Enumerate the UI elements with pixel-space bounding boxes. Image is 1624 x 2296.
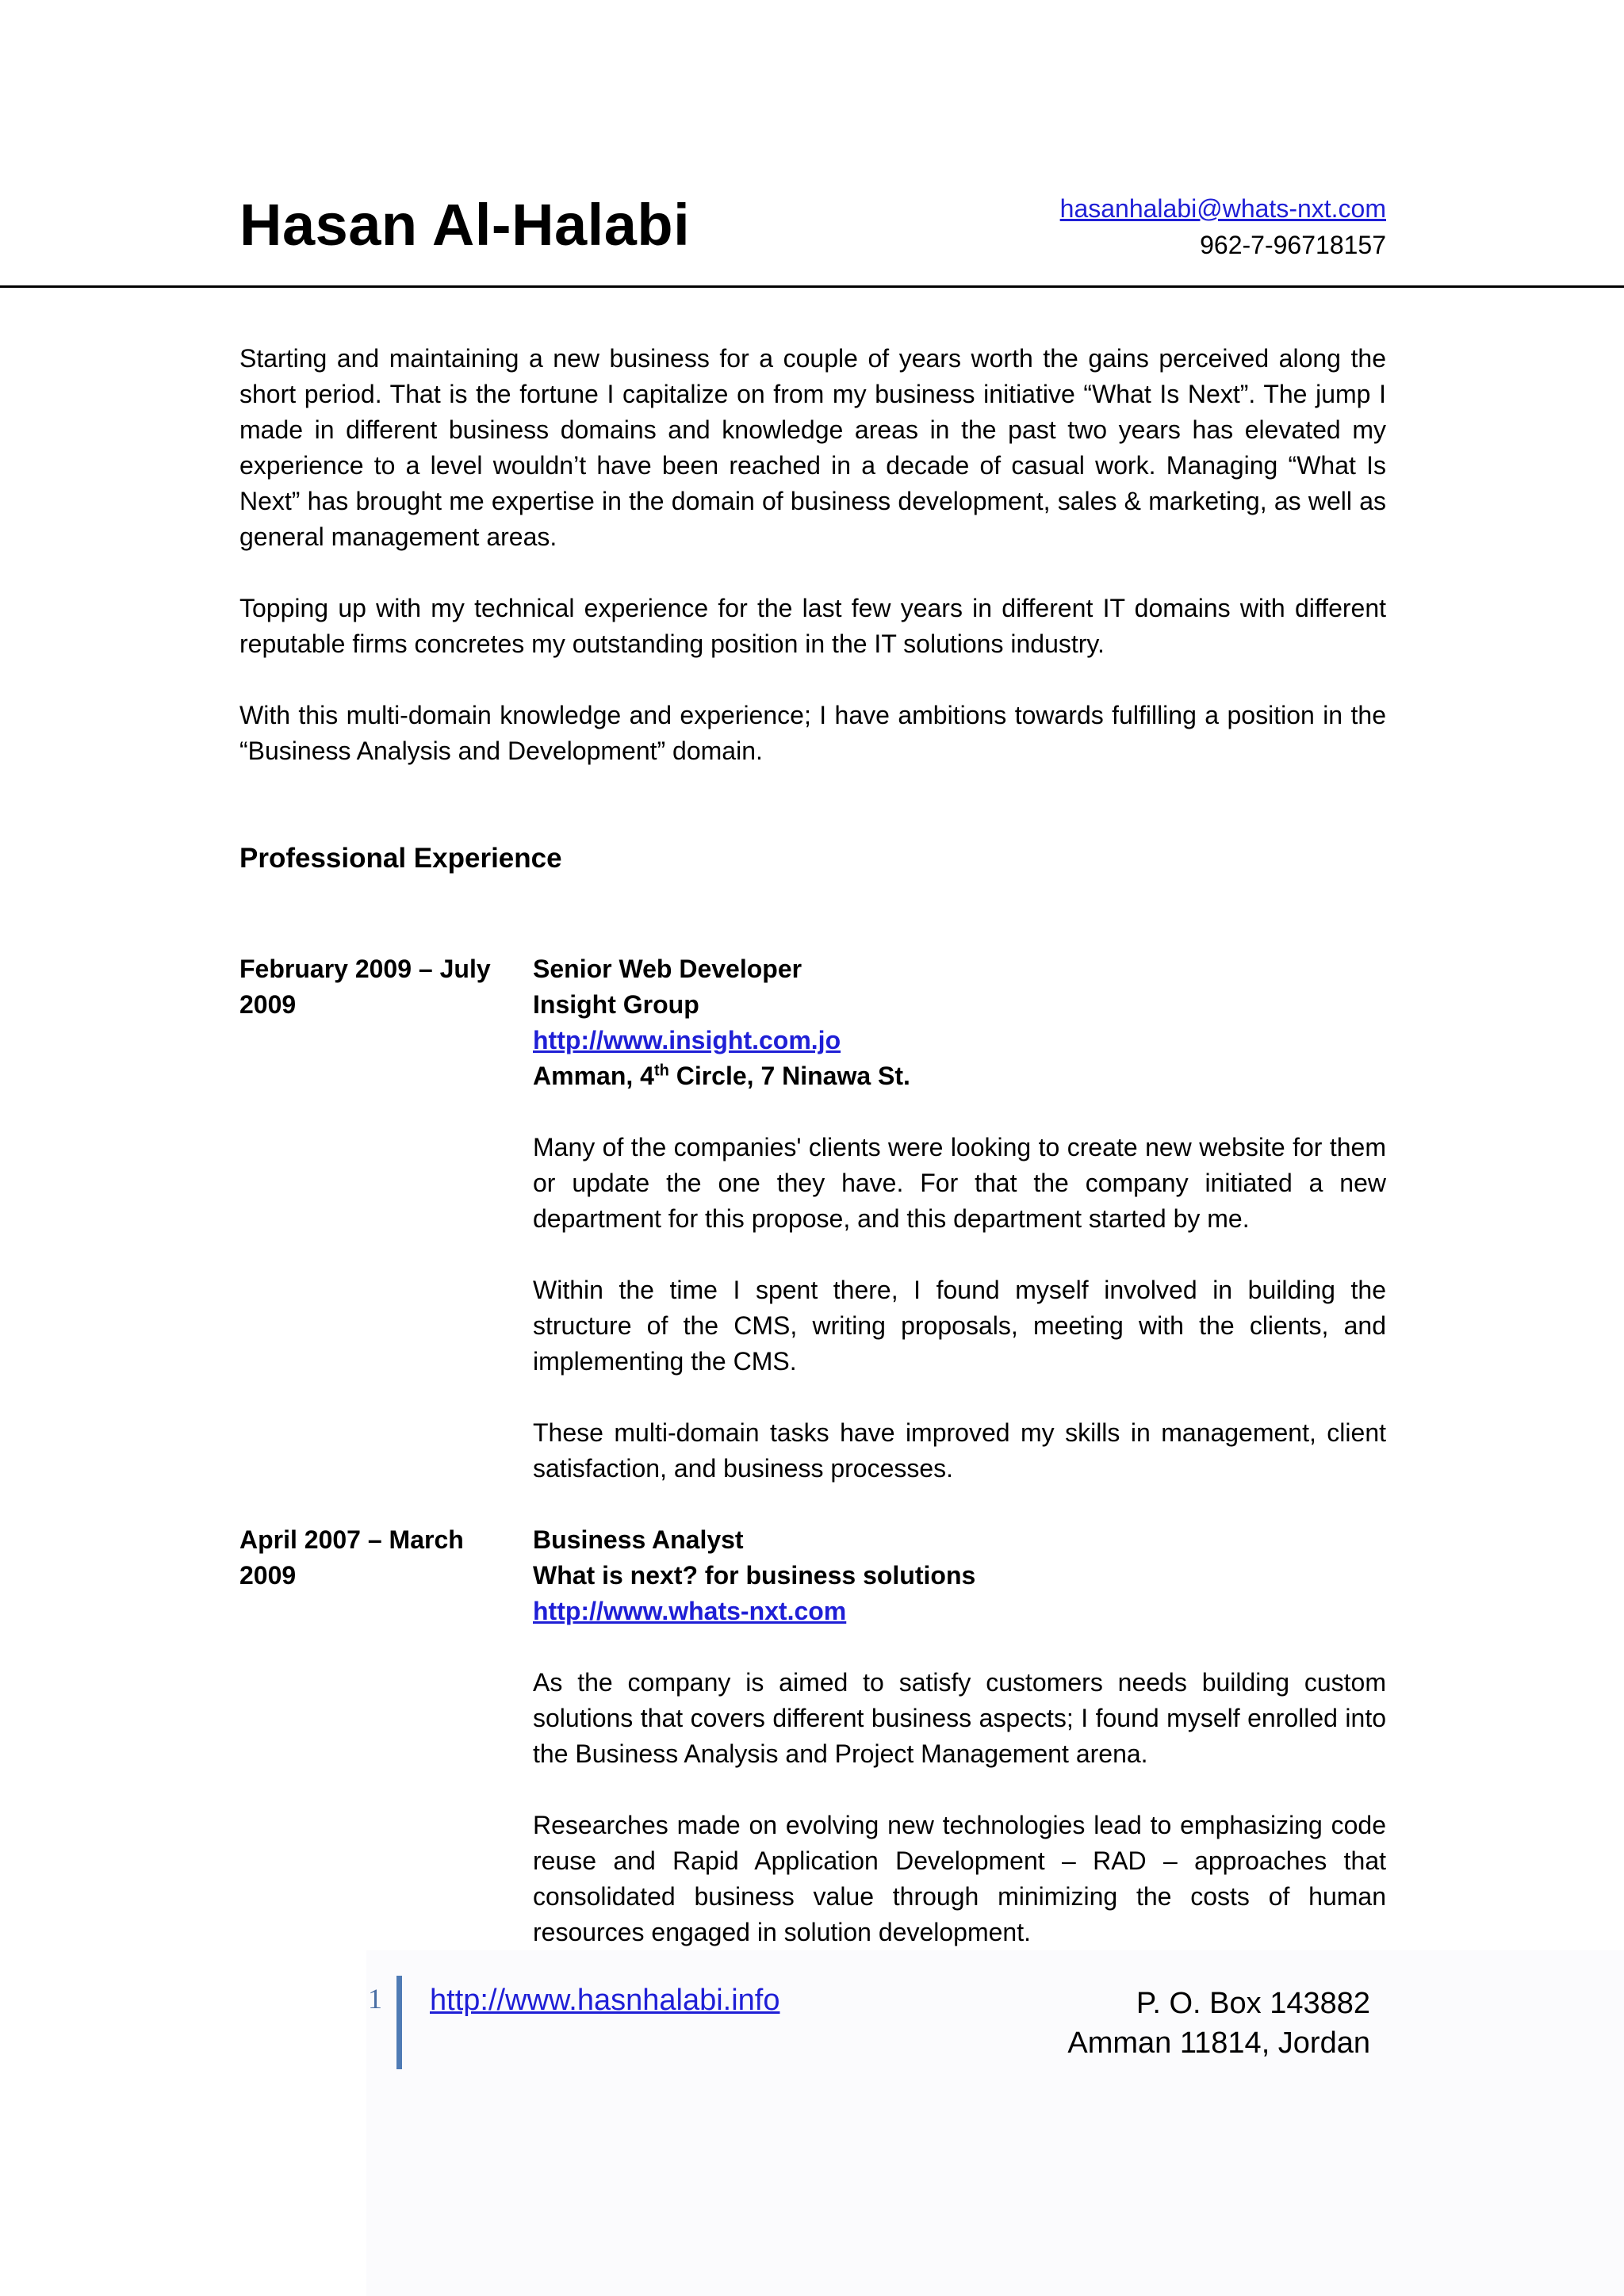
footer-address [1067,1984,1370,2063]
job-date: February 2009 – July 2009 [239,955,491,1019]
email-link[interactable]: hasanhalabi@whats-nxt.com [1059,194,1386,223]
job-description-paragraph: These multi-domain tasks have improved my skills in management, client satisfaction, and business processes. [533,1418,1386,1483]
summary-section [239,341,1386,805]
job-role: Senior Web Developer [533,955,802,983]
job-description-paragraph: Many of the companies' clients were looking to create new website for them or update the one they have. For that the company initiated a new department for this propose, and this department started by me. [533,1133,1386,1233]
address-line-2: Amman 11814, Jordan [1067,2026,1370,2060]
summary-paragraph-3: With this multi-domain knowledge and experience; I have ambitions towards fulfilling a position in the “Business Analysis and Development” domain. [239,701,1386,765]
header-divider [0,285,1624,288]
company-url-link[interactable]: http://www.insight.com.jo [533,1026,841,1054]
summary-paragraph-2: Topping up with my technical experience for the last few years in different IT domains with different reputable firms concretes my outstanding position in the IT solutions industry. [239,594,1386,658]
job-description-paragraph: Researches made on evolving new technologies lead to emphasizing code reuse and Rapid Application Development – RAD – approaches that consolidated business value through minimizing the costs of human resources engaged in solution development. [533,1811,1386,1946]
job-details [533,951,1386,1487]
address-line-1: P. O. Box 143882 [1136,1987,1370,2020]
company-url-link[interactable]: http://www.whats-nxt.com [533,1597,847,1625]
job-role: Business Analyst [533,1525,744,1554]
website-link[interactable]: http://www.hasnhalabi.info [430,1984,780,2017]
job-address: Amman, 4th Circle, 7 Ninawa St. [533,1062,910,1090]
page-number: 1 [368,1983,382,2015]
job-description-paragraph: Within the time I spent there, I found myself involved in building the structure of the CMS, writing proposals, meeting with the clients, and implementing the CMS. [533,1276,1386,1376]
summary-paragraph-1: Starting and maintaining a new business for a couple of years worth the gains perceived along the short period. That is the fortune I capitalize on from my business initiative “What Is Next”. The jump I made in different business domains and knowledge areas in the past two years has elevated my experience to a level wouldn’t have been reached in a decade of casual work. Managing “What Is Next” has brought me expertise in the domain of business development, sales & marketing, as well as general management areas. [239,344,1386,551]
job-company: What is next? for business solutions [533,1561,976,1590]
job-date: April 2007 – March 2009 [239,1525,464,1590]
job-description-paragraph: As the company is aimed to satisfy customers needs building custom solutions that covers different business aspects; I found myself enrolled into the Business Analysis and Project Management arena. [533,1668,1386,1768]
section-title-experience: Professional Experience [239,843,562,874]
phone-number: 962-7-96718157 [1200,231,1386,259]
job-details [533,1522,1386,1950]
footer-accent-bar [396,1976,402,2069]
resume-name: Hasan Al-Halabi [239,192,691,258]
job-company: Insight Group [533,990,699,1019]
contact-block [1060,190,1386,263]
